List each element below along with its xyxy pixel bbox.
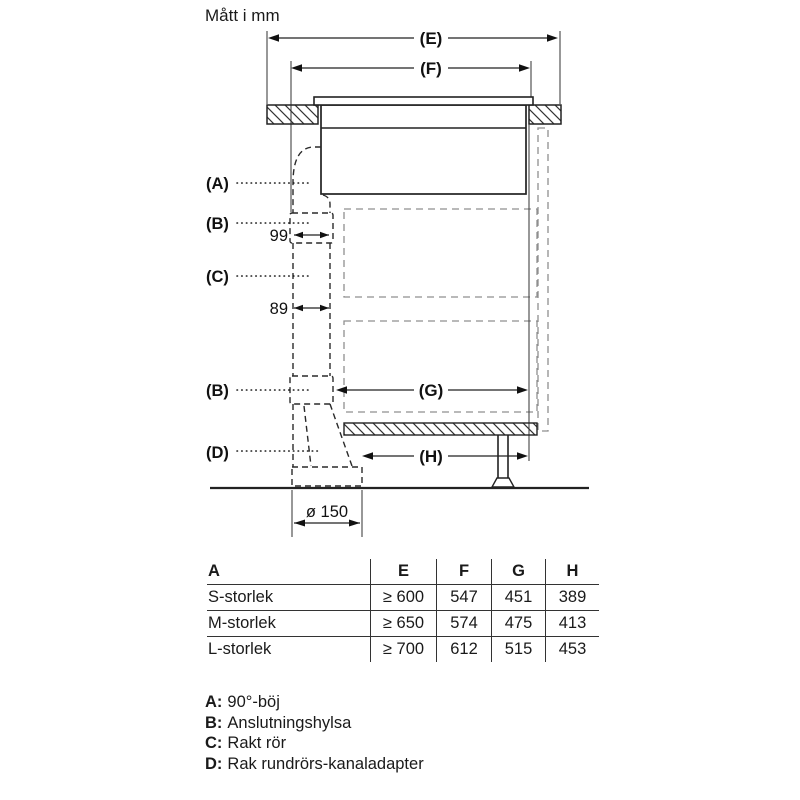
duct-bend-inner [323, 195, 330, 213]
part-b-label: (B) [206, 215, 229, 233]
col-header-a: A [207, 559, 371, 585]
dim-diameter-label: ø 150 [305, 503, 349, 521]
table-row [207, 637, 599, 663]
dimension-h [362, 447, 528, 466]
parts-legend [205, 692, 424, 774]
legend-text: Anslutningshylsa [227, 713, 352, 732]
col-header-g: G [492, 559, 546, 585]
col-header-f: F [437, 559, 492, 585]
duct-adapter-base [292, 467, 362, 486]
hob-top-plate [314, 97, 533, 105]
connection-sleeve-top [290, 213, 333, 243]
value-h: 389 [546, 585, 600, 611]
table-header-row [207, 559, 599, 585]
size-name: L-storlek [208, 640, 272, 658]
value-f: 547 [437, 585, 492, 611]
dimension-diameter [292, 490, 362, 537]
legend-item-d [205, 754, 424, 775]
value-g: 451 [492, 585, 546, 611]
dimension-g [336, 381, 528, 400]
value-e: ≥ 650 [371, 611, 437, 637]
value-g: 475 [492, 611, 546, 637]
value-f: 612 [437, 637, 492, 663]
dimension-89 [270, 300, 329, 318]
legend-key: C: [205, 734, 223, 752]
legend-text: Rak rundrörs-kanaladapter [227, 754, 424, 773]
page-title: Mått i mm [205, 6, 280, 25]
part-c-label: (C) [206, 268, 229, 286]
dim-g-label: (G) [418, 381, 444, 400]
sizes-table [207, 559, 599, 662]
part-b2-label: (B) [206, 382, 229, 400]
legend-item-a [205, 692, 424, 713]
duct-adapter [293, 404, 352, 467]
dimension-e [267, 29, 560, 104]
value-h: 453 [546, 637, 600, 663]
value-h: 413 [546, 611, 600, 637]
connection-sleeve-bottom [290, 376, 333, 404]
dim-e-label: (E) [419, 29, 443, 48]
dim-h-label: (H) [419, 447, 443, 466]
value-e: ≥ 600 [371, 585, 437, 611]
legend-key: A: [205, 693, 223, 711]
value-e: ≥ 700 [371, 637, 437, 663]
hob-body [314, 97, 533, 194]
dim-f-label: (F) [420, 59, 442, 78]
table-row [207, 611, 599, 637]
part-d-label: (D) [206, 444, 229, 462]
value-f: 574 [437, 611, 492, 637]
part-a-label: (A) [206, 175, 229, 193]
col-header-h: H [546, 559, 600, 585]
legend-text: 90°-böj [227, 693, 280, 711]
dim-89-label: 89 [269, 300, 288, 318]
table-row [207, 585, 599, 611]
legend-item-b [205, 713, 424, 734]
plinth-leg [492, 435, 514, 487]
col-header-e: E [371, 559, 437, 585]
dim-99-label: 99 [269, 227, 288, 245]
legend-text: Rakt rör [227, 734, 287, 752]
duct-bend-outer [293, 147, 321, 213]
legend-key: B: [205, 713, 223, 732]
legend-item-c [205, 733, 424, 754]
size-name: M-storlek [207, 611, 371, 637]
cabinet-bottom-panel [344, 423, 537, 435]
legend-key: D: [205, 754, 223, 773]
size-name: S-storlek [207, 585, 371, 611]
value-g: 515 [492, 637, 546, 663]
